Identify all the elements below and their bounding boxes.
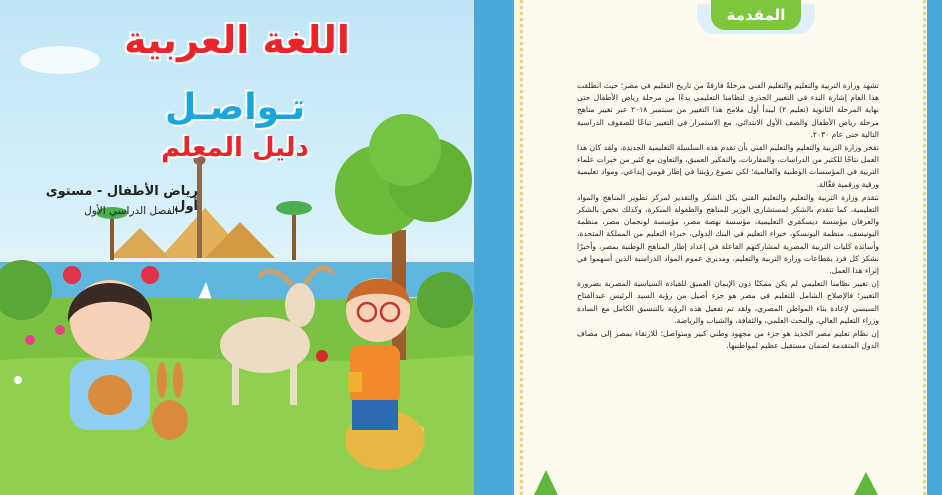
bunny-ear: [157, 362, 167, 398]
bunny: [152, 400, 188, 440]
level-label: رياض الأطفال - مستوى أول: [45, 184, 198, 214]
intro-body: [577, 80, 879, 460]
palm-trunk: [110, 215, 114, 260]
flower: [25, 335, 35, 345]
bunny-ear: [173, 362, 183, 398]
tree-canopy: [369, 114, 441, 186]
guide-title: دليل المعلم: [161, 133, 309, 163]
flower: [55, 325, 65, 335]
bunny-held: [88, 375, 132, 415]
goat-head: [285, 283, 315, 327]
goat-leg: [290, 360, 297, 405]
palm-trunk: [292, 210, 296, 260]
intro-paragraph: إن نظام تعليم مصر الجديد هو جزء من مجهود وطني كبير ومتواصل؛ للارتقاء بمصر إلى مصاف الدول المتقدمة لضمان مستقبل عظيم لمواطنيها.: [577, 329, 879, 351]
palm-leaves: [276, 201, 312, 215]
flower: [14, 376, 22, 384]
paper-sheet: [514, 0, 927, 495]
goat-leg: [232, 360, 239, 405]
cup: [348, 372, 362, 392]
series-title: تـواصـل: [165, 87, 305, 128]
term-label: الفصل الدراسي الأول: [84, 205, 178, 217]
boy-shorts: [352, 400, 398, 430]
book-title: اللغة العربية: [124, 18, 350, 62]
intro-paragraph: تفخر وزارة التربية والتعليم والتعليم الفني بأن تقدم هذه السلسلة التعليمية الجديدة، ولقد كان هذا العمل نتاجًا للكثير من الدراسات، والمقارنات، والتفكير العميق، والتعاون مع كثير من خبرات علماء التربية في المؤسسات الوطنية والعالمية؛ لكي نصوغ رؤيتنا في إطار قومي إبداعي، ومواد تعليمية ورقية ورقمية فعَّالة.: [577, 143, 879, 189]
intro-page: [474, 0, 942, 495]
intro-paragraph: نتقدم وزارة التربية والتعليم والتعليم الفني بكل الشكر والتقدير لمركز تطوير المناهج والمواد التعليمية، كما تتقدم بالشكر لمستشاري الوزير للمناهج والطفولة المبكرة، وكذلك نخص بالشكر والعرفان مؤسسة ديسكفري التعليمية، مؤسسة نهضة مصر، مؤسسة لونجمان مصر، منظمة اليونيسف، منظمة اليونسكو، خبراء التعليم في البنك الدولي، خبراء التعليم من المملكة المتحدة، وأساتذة كليات التربية المصرية لمشاركتهم الفاعلة في إعداد إطار المناهج الوطنية بمصر، وأخيرًا نشكر كل فرد بقطاعات وزارة التربية والتعليم، ومديري عموم المواد الدراسية الذين أسهموا في إثراء هذا العمل.: [577, 192, 879, 276]
paper-border: [520, 0, 926, 495]
pyramid: [110, 228, 170, 258]
intro-paragraph: إن تغيير نظامنا التعليمي لم يكن ممكنًا دون الإيمان العميق للقيادة السياسية المصرية بضرورة التغيير؛ فالإصلاح الشامل للتعليم في مصر هو جزء أصيل من رؤية السيد الرئيس عبدالفتاح السيسي لإعادة بناء المواطن المصري، ولقد تم تفعيل هذه الرؤية بالتنسيق الكامل مع السادة وزراء التعليم العالي، والبحث العلمي، والثقافة، والشباب والرياضة.: [577, 279, 879, 325]
hair-bow: [141, 266, 159, 284]
apple: [316, 350, 328, 362]
bush: [417, 272, 473, 328]
hair-bow: [63, 266, 81, 284]
intro-paragraph: تشهد وزارة التربية والتعليم والتعليم الفني مرحلةً فارقةً من تاريخ التعليم في مصر؛ حيث انطلقت هذا العام إشارة البدء في التغيير الجذري لنظامنا التعليمي بدءًا من مرحلة رياض الأطفال حتى نهاية المرحلة الثانوية (تعليم ٢) ليبدأ أول ملامح هذا التغيير من سبتمبر ٢٠١٨ عبر تغيير مناهج مرحلة رياض الأطفال والصف الأول الابتدائي، مع الاستمرار في التغيير تباعًا للصفوف الدراسية التالية حتى عام ٢٠٣٠.: [577, 81, 879, 139]
intro-heading: المقدمة: [711, 0, 801, 30]
